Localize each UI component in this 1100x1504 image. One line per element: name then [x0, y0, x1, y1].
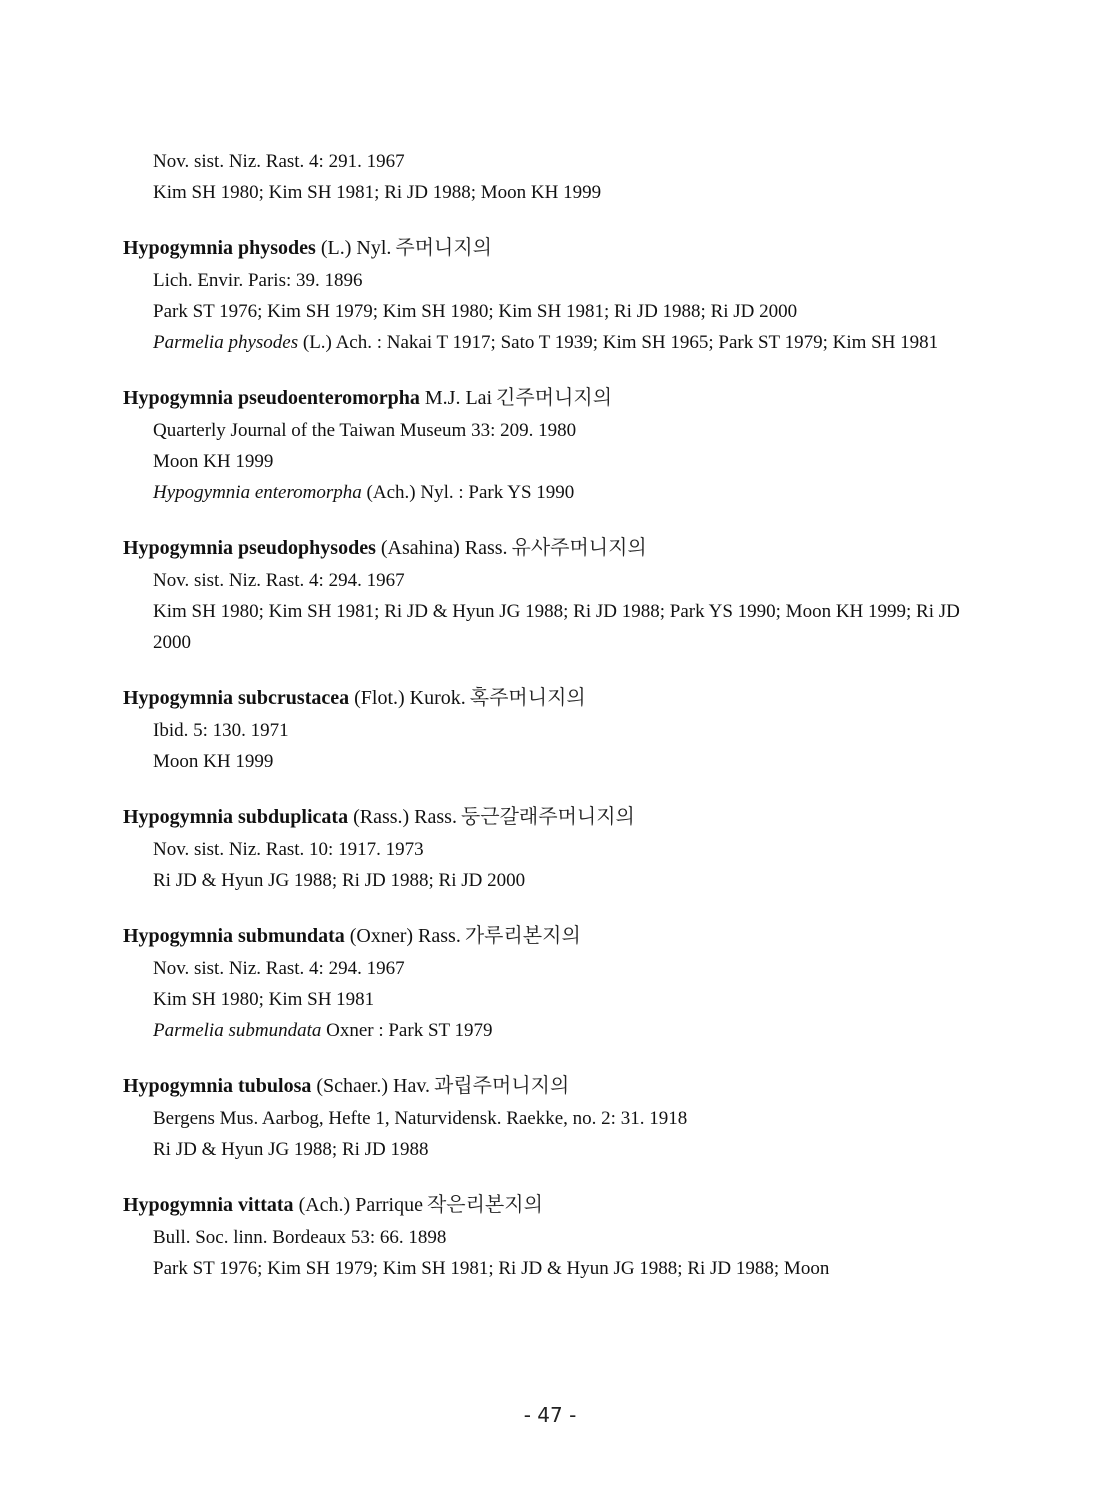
species-name: Hypogymnia physodes [123, 237, 316, 259]
species-heading [123, 380, 963, 415]
species-entry-subcrustacea [123, 680, 963, 777]
species-author: (Ach.) Parrique [298, 1194, 423, 1216]
references-line: Moon KH 1999 [153, 451, 274, 472]
species-entry-subduplicata [123, 799, 963, 896]
species-entry-physodes [123, 230, 963, 358]
species-author: (Schaer.) Hav. [316, 1075, 431, 1097]
species-heading [123, 918, 963, 953]
synonym-line [153, 477, 963, 508]
korean-name: 작은리본지의 [426, 1192, 543, 1216]
synonym-line [153, 1015, 963, 1046]
publication-line: Bull. Soc. linn. Bordeaux 53: 66. 1898 [153, 1227, 447, 1248]
species-name: Hypogymnia subcrustacea [123, 687, 350, 709]
species-entry-submundata [123, 918, 963, 1046]
species-name: Hypogymnia pseudophysodes [123, 537, 376, 559]
species-name: Hypogymnia submundata [123, 925, 345, 947]
publication-line: Lich. Envir. Paris: 39. 1896 [153, 270, 363, 291]
publication-line: Nov. sist. Niz. Rast. 10: 1917. 1973 [153, 839, 424, 860]
page-number: - 47 - [523, 1403, 577, 1427]
korean-name: 유사주머니지의 [511, 535, 647, 559]
species-author: (L.) Nyl. [320, 237, 392, 259]
species-heading [123, 230, 963, 265]
publication-line: Nov. sist. Niz. Rast. 4: 294. 1967 [153, 570, 405, 591]
continued-entry [123, 146, 963, 208]
species-author: (Rass.) Rass. [353, 806, 457, 828]
publication-line: Quarterly Journal of the Taiwan Museum 33: 209. 1980 [153, 420, 577, 441]
species-heading [123, 1068, 963, 1103]
korean-name: 혹주머니지의 [469, 685, 586, 709]
species-heading [123, 530, 963, 565]
species-heading [123, 799, 963, 834]
species-entry-pseudophysodes [123, 530, 963, 658]
synonym-name: Parmelia submundata [153, 1020, 322, 1041]
species-name: Hypogymnia tubulosa [123, 1075, 312, 1097]
publication-line: Nov. sist. Niz. Rast. 4: 291. 1967 [153, 151, 405, 172]
synonym-line [153, 327, 963, 358]
publication-line: Bergens Mus. Aarbog, Hefte 1, Naturvidensk. Raekke, no. 2: 31. 1918 [153, 1108, 688, 1129]
synonym-references: (L.) Ach. : Nakai T 1917; Sato T 1939; Kim SH 1965; Park ST 1979; Kim SH 1981 [298, 332, 939, 353]
species-author: M.J. Lai [424, 387, 493, 409]
synonym-references: (Ach.) Nyl. : Park YS 1990 [361, 482, 575, 503]
references-line: Ri JD & Hyun JG 1988; Ri JD 1988 [153, 1139, 429, 1160]
korean-name: 과립주머니지의 [434, 1073, 570, 1097]
references-line: Park ST 1976; Kim SH 1979; Kim SH 1981; Ri JD & Hyun JG 1988; Ri JD 1988; Moon [153, 1258, 830, 1279]
references-line: Kim SH 1980; Kim SH 1981; Ri JD 1988; Moon KH 1999 [153, 182, 602, 203]
references-line: Moon KH 1999 [153, 751, 274, 772]
species-entry-pseudoenteromorpha [123, 380, 963, 508]
species-heading [123, 680, 963, 715]
references-line: Ri JD & Hyun JG 1988; Ri JD 1988; Ri JD 2000 [153, 870, 526, 891]
references-line: Kim SH 1980; Kim SH 1981 [153, 989, 375, 1010]
species-name: Hypogymnia subduplicata [123, 806, 349, 828]
korean-name: 긴주머니지의 [496, 385, 613, 409]
synonym-name: Hypogymnia enteromorpha [153, 482, 362, 503]
synonym-name: Parmelia physodes [153, 332, 299, 353]
species-heading [123, 1187, 963, 1222]
species-name: Hypogymnia pseudoenteromorpha [123, 387, 420, 409]
korean-name: 둥근갈래주머니지의 [460, 804, 635, 828]
species-author: (Flot.) Kurok. [354, 687, 466, 709]
species-name: Hypogymnia vittata [123, 1194, 294, 1216]
references-line: Kim SH 1980; Kim SH 1981; Ri JD & Hyun JG 1988; Ri JD 1988; Park YS 1990; Moon KH 1999; Ri JD 2000 [153, 601, 960, 653]
species-list [123, 146, 963, 1284]
species-author: (Oxner) Rass. [349, 925, 461, 947]
korean-name: 가루리본지의 [464, 923, 581, 947]
korean-name: 주머니지의 [395, 235, 492, 259]
synonym-references: Oxner : Park ST 1979 [321, 1020, 493, 1041]
references-line: Park ST 1976; Kim SH 1979; Kim SH 1980; Kim SH 1981; Ri JD 1988; Ri JD 2000 [153, 301, 798, 322]
species-entry-vittata [123, 1187, 963, 1284]
species-author: (Asahina) Rass. [380, 537, 508, 559]
species-entry-tubulosa [123, 1068, 963, 1165]
publication-line: Ibid. 5: 130. 1971 [153, 720, 289, 741]
publication-line: Nov. sist. Niz. Rast. 4: 294. 1967 [153, 958, 405, 979]
